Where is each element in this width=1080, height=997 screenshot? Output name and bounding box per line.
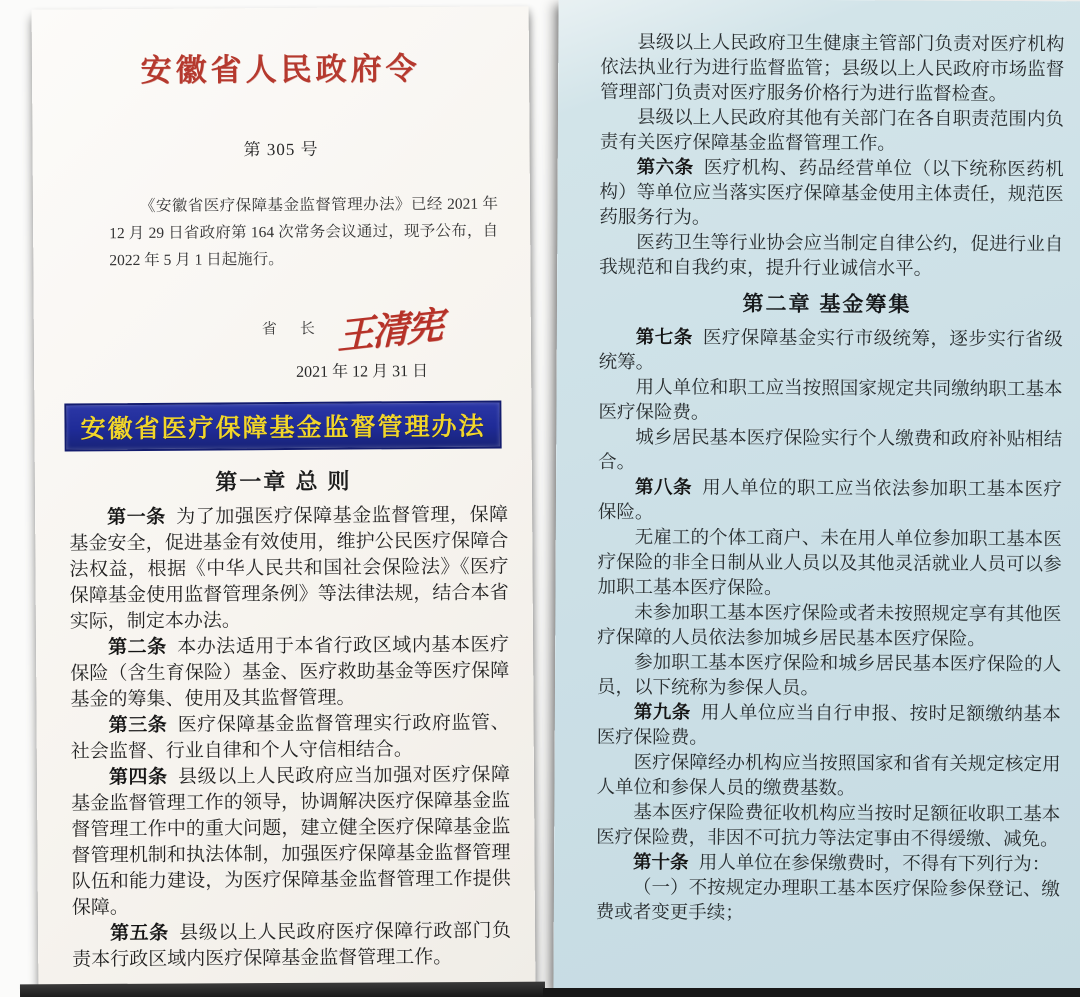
regulation-title: 安徽省医疗保障基金监督管理办法 — [80, 412, 486, 444]
article-paragraph — [597, 524, 1061, 601]
article-number: 第三条 — [108, 715, 168, 737]
governor-label: 省 长 — [261, 321, 319, 339]
article-number: 第二条 — [107, 637, 167, 659]
photo-edge-shadow-right — [543, 988, 1080, 997]
article-paragraph — [71, 763, 511, 922]
article-paragraph — [69, 503, 509, 636]
article-text: 用人单位在参保缴费时，不得有下列行为： — [698, 851, 1051, 875]
article-text: 用人单位的职工应当依法参加职工基本医疗保险。 — [597, 476, 1063, 523]
article-paragraph — [600, 29, 1064, 106]
article-text: 县级以上人民政府卫生健康主管部门负责对医疗机构依法执业行为进行监督监管；县级以上人民政府市场监督管理部门负责对医疗服务价格行为进行监督检查。 — [600, 31, 1065, 104]
article-text: 医疗保障基金监督管理实行政府监管、社会监督、行业自律和个人守信相结合。 — [70, 712, 510, 763]
article-paragraph — [599, 154, 1063, 231]
article-text: （一）不按规定办理职工基本医疗保险参保登记、缴费或者变更手续； — [595, 875, 1060, 923]
article-paragraph — [596, 874, 1060, 926]
article-text: 城乡居民基本医疗保险实行个人缴费和政府补贴相结合。 — [598, 426, 1063, 473]
article-text: 医疗保障基金实行市级统筹，逐步实行省级统筹。 — [598, 326, 1063, 373]
right-page-body-top — [557, 0, 1080, 281]
article-paragraph — [596, 849, 1060, 876]
article-text: 为了加强医疗保障基金监督管理，保障基金安全，促进基金有效使用，维护公民医疗保障合法权益，根据《中华人民共和国社会保险法》《医疗保障基金使用监督管理条例》等法律法规，结合本省实际，制定本办法。 — [69, 504, 509, 633]
chapter-1-heading: 第一章 总 则 — [215, 468, 352, 495]
article-paragraph — [599, 229, 1063, 281]
governor-signature: 王清宪 — [337, 304, 443, 358]
order-preamble: 《安徽省医疗保障基金监督管理办法》已经 2021 年 12 月 29 日省政府第 164 次常务会议通过，现予公布，自 2022 年 5 月 1 日起施行。 — [109, 195, 499, 270]
article-paragraph — [599, 324, 1063, 376]
article-paragraph — [596, 799, 1060, 851]
article-text: 未参加职工基本医疗保险或者未按照规定享有其他医疗保障的人员依法参加城乡居民基本医疗保险。 — [597, 600, 1062, 649]
article-number: 第一条 — [107, 507, 166, 529]
right-page — [553, 0, 1080, 991]
article-text: 医药卫生等行业协会应当制定自律公约，促进行业自我规范和自我约束，提升行业诚信水平。 — [599, 231, 1064, 279]
article-text: 无雇工的个体工商户、未在用人单位参加职工基本医疗保险的非全日制从业人员以及其他灵活就业人员可以参加职工基本医疗保险。 — [597, 525, 1062, 598]
article-paragraph — [597, 649, 1061, 701]
article-text: 县级以上人民政府医疗保障行政部门负责本行政区域内医疗保障基金监督管理工作。 — [72, 920, 512, 971]
article-number: 第五条 — [109, 923, 169, 945]
regulation-title-banner — [64, 401, 501, 452]
article-paragraph — [598, 424, 1062, 476]
article-text: 医疗机构、药品经营单位（以下统称医药机构）等单位应当落实医疗保障基金使用主体责任，规范医药服务行为。 — [599, 156, 1064, 228]
article-text: 本办法适用于本省行政区域内基本医疗保险（含生育保险）基金、医疗救助基金等医疗保障基金的筹集、使用及其监督管理。 — [70, 634, 510, 711]
article-text: 参加职工基本医疗保险和城乡居民基本医疗保险的人员，以下统称为参保人员。 — [596, 650, 1062, 698]
gov-order-title: 安徽省人民政府令 — [140, 51, 421, 88]
left-page — [32, 6, 536, 985]
article-text: 医疗保障经办机构应当按照国家和省有关规定核定用人单位和参保人员的缴费基数。 — [596, 750, 1061, 799]
chapter-2-heading: 第二章 基金筹集 — [742, 292, 912, 317]
article-number: 第九条 — [633, 700, 691, 723]
article-number: 第八条 — [634, 476, 693, 498]
article-text: 县级以上人民政府其他有关部门在各自职责范围内负责有关医疗保障基金监督管理工作。 — [599, 106, 1065, 154]
article-paragraph — [597, 699, 1061, 751]
article-text: 用人单位应当自行申报、按时足额缴纳基本医疗保险费。 — [596, 701, 1061, 748]
article-paragraph — [600, 104, 1064, 156]
article-paragraph — [598, 474, 1062, 526]
article-number: 第七条 — [635, 326, 693, 348]
article-text: 用人单位和职工应当按照国家规定共同缴纳职工基本医疗保险费。 — [598, 376, 1063, 423]
article-paragraph — [70, 633, 510, 714]
article-text: 基本医疗保险费征收机构应当按时足额征收职工基本医疗保险费，非因不可抗力等法定事由不得缓缴、减免。 — [596, 800, 1061, 850]
article-paragraph — [597, 599, 1061, 651]
signature-row — [261, 300, 531, 358]
article-paragraph — [71, 711, 510, 766]
photo-edge-shadow-left — [20, 982, 545, 997]
right-page-body-bottom — [554, 322, 1080, 927]
article-number: 第四条 — [108, 767, 168, 789]
article-number: 第六条 — [636, 156, 694, 178]
left-page-body — [35, 495, 535, 974]
article-paragraph — [596, 749, 1060, 801]
article-paragraph — [72, 919, 511, 974]
order-number: 第 305 号 — [243, 139, 319, 160]
signature-date: 2021 年 12 月 31 日 — [296, 363, 429, 382]
article-paragraph — [598, 374, 1062, 426]
article-number: 第十条 — [633, 850, 689, 873]
article-text: 县级以上人民政府应当加强对医疗保障基金监督管理工作的领导，协调解决医疗保障基金监督管理工作中的重大问题，建立健全医疗保障基金监督管理机制和执法体制，加强医疗保障基金监督管理队伍和能力建设，为医疗保障基金监督管理工作提供保障。 — [71, 764, 511, 919]
